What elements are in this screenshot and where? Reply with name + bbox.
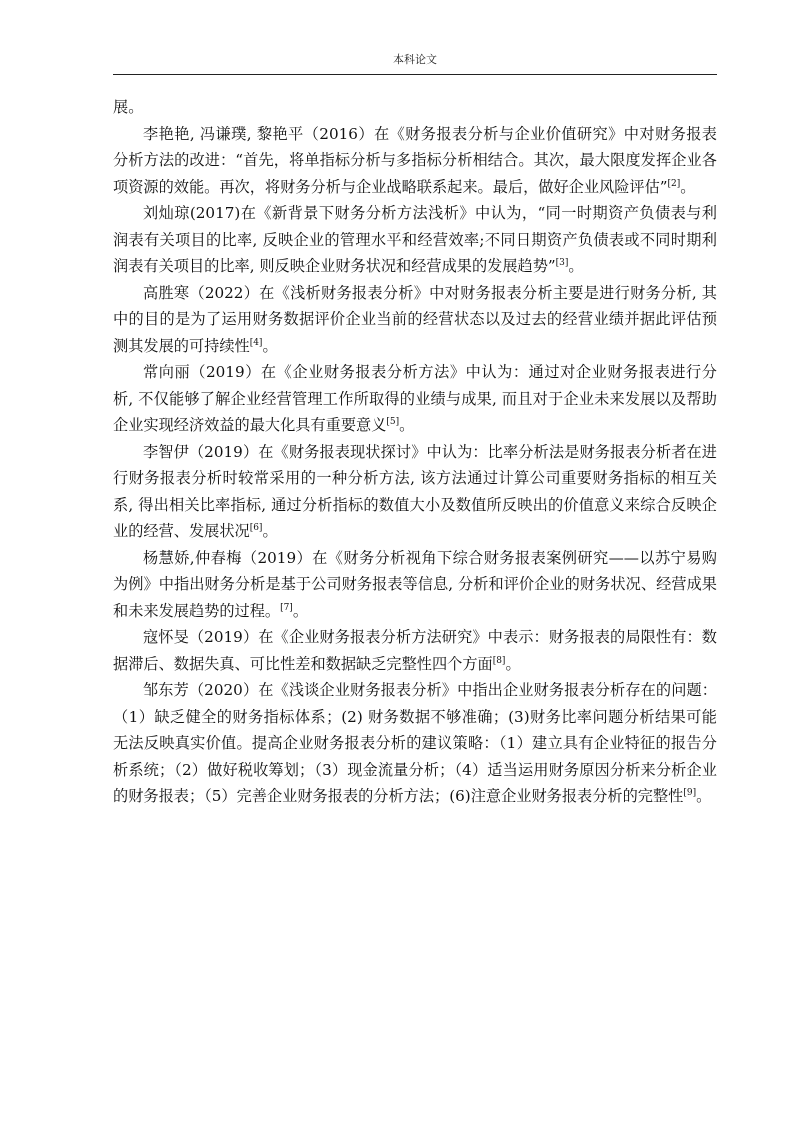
paragraph-text: 高胜寒（2022）在《浅析财务报表分析》中对财务报表分析主要是进行财务分析, 其中的目的是为了运用财务数据评价企业当前的经营状态以及过去的经营业绩并据此评估预测其发展的可持续性 <box>113 283 717 355</box>
page-header <box>113 52 717 75</box>
citation-ref: [4] <box>249 337 263 348</box>
paragraph-ref-6 <box>113 439 717 545</box>
paragraph-tail: 。 <box>680 177 696 196</box>
paragraph-tail: 。 <box>505 654 521 673</box>
citation-ref: [8] <box>492 655 506 666</box>
header-title: 本科论文 <box>393 53 437 66</box>
paragraph-ref-4 <box>113 280 717 360</box>
paragraph-text: 刘灿琼(2017)在《新背景下财务分析方法浅析》中认为，“同一时期资产负债表与利润表有关项目的比率, 反映企业的管理水平和经营效率;不同日期资产负债表或不同时期利润表有关项目的比率, 则反映企业财务状况和经营成果的发展趋势” <box>113 204 717 275</box>
page-body <box>113 94 717 810</box>
citation-ref: [9] <box>683 787 697 798</box>
paragraph-text: 常向丽（2019）在《企业财务报表分析方法》中认为：通过对企业财务报表进行分析, 不仅能够了解企业经营管理工作所取得的业绩与成果, 而且对于企业未来发展以及帮助企业实现经济效益的最大化具有重要意义 <box>113 363 717 434</box>
paragraph-tail: 。 <box>262 336 278 355</box>
paragraph-ref-2 <box>113 121 717 201</box>
paragraph-tail: 。 <box>399 416 415 434</box>
paragraph-text: 李艳艳, 冯谦璞, 黎艳平（2016）在《财务报表分析与企业价值研究》中对财务报表分析方法的改进：“首先，将单指标分析与多指标分析相结合。其次，最大限度发挥企业各项资源的效能。再次，将财务分析与企业战略联系起来。最后，做好企业风险评估” <box>113 124 717 196</box>
paragraph-ref-3 <box>113 200 717 280</box>
paragraph-tail: 。 <box>292 601 308 620</box>
paragraph-tail: 。 <box>262 522 278 540</box>
citation-ref: [7] <box>280 602 293 613</box>
citation-ref: [3] <box>555 257 569 268</box>
citation-ref: [2] <box>667 178 681 189</box>
paragraph-ref-9 <box>113 677 717 810</box>
paragraph-text: 寇怀旻（2019）在《企业财务报表分析方法研究》中表示：财务报表的局限性有：数据滞后、数据失真、可比性差和数据缺乏完整性四个方面 <box>113 628 717 673</box>
paragraph-ref-5 <box>113 359 717 439</box>
citation-ref: [5] <box>386 416 400 427</box>
paragraph-continuation <box>113 94 717 121</box>
paragraph-ref-8 <box>113 624 717 677</box>
paragraph-tail: 。 <box>696 787 712 805</box>
paragraph-text: 展。 <box>113 98 144 116</box>
paragraph-text: 杨慧娇,仲春梅（2019）在《财务分析视角下综合财务报表案例研究——以苏宁易购为例》中指出财务分析是基于公司财务报表等信息, 分析和评价企业的财务状况、经营成果和未来发展趋势的过程。 <box>113 548 717 620</box>
citation-ref: [6] <box>249 522 263 533</box>
paragraph-ref-7 <box>113 545 717 625</box>
paragraph-text: 邹东芳（2020）在《浅谈企业财务报表分析》中指出企业财务报表分析存在的问题：（1）缺乏健全的财务指标体系；(2) 财务数据不够准确；(3)财务比率问题分析结果可能无法反映真实价值。提高企业财务报表分析的建议策略：（1）建立具有企业特征的报告分析系统；（2）做好税收筹划；（3）现金流量分析；（4）适当运用财务原因分析来分析企业的财务报表；（5）完善企业财务报表的分析方法；(6)注意企业财务报表分析的完整性 <box>113 681 717 805</box>
paragraph-text: 李智伊（2019）在《财务报表现状探讨》中认为：比率分析法是财务报表分析者在进行财务报表分析时较常采用的一种分析方法, 该方法通过计算公司重要财务指标的相互关系, 得出相关比率指标, 通过分析指标的数值大小及数值所反映出的价值意义来综合反映企业的经营、发展状况 <box>113 442 717 540</box>
paragraph-tail: 。 <box>568 257 584 275</box>
